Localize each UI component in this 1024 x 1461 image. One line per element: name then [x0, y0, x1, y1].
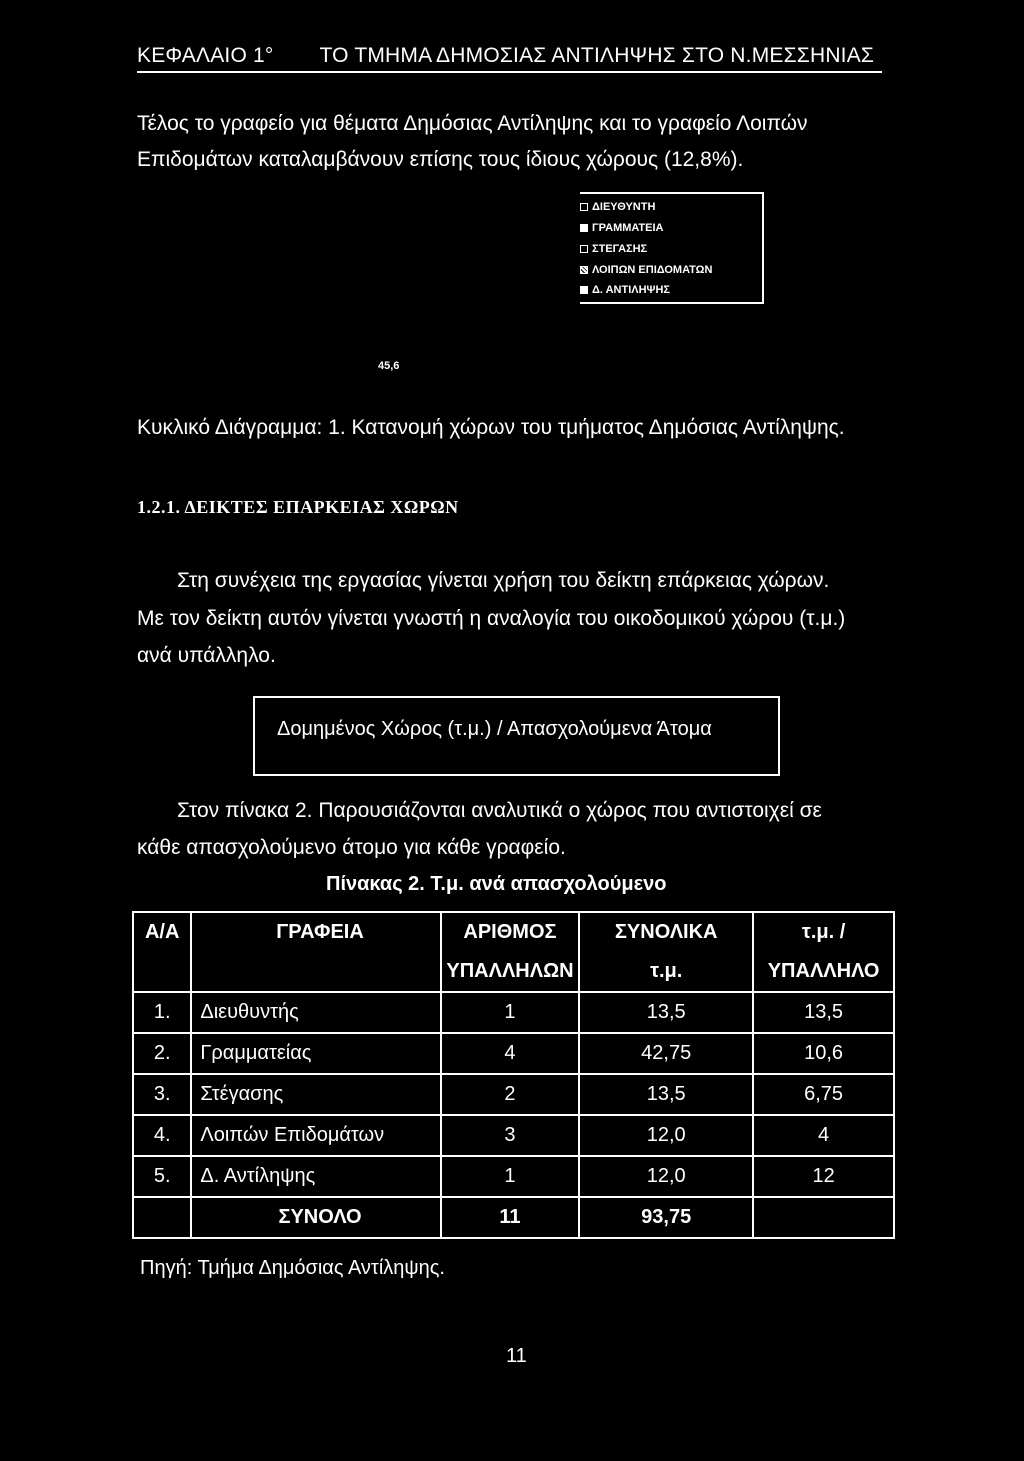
pie-legend	[580, 192, 764, 304]
legend-label: ΣΤΕΓΑΣΗΣ	[592, 243, 648, 255]
table-row	[133, 1156, 894, 1197]
section-para-2: Με τον δείκτη αυτόν γίνεται γνωστή η αναλογία του οικοδομικού χώρου (τ.μ.)	[137, 607, 846, 630]
legend-swatch-icon	[580, 266, 588, 274]
header-area: ΣΥΝΟΛΙΚΑ τ.μ.	[579, 912, 753, 992]
table-total-row	[133, 1197, 894, 1238]
cell-office: Στέγασης	[191, 1074, 440, 1115]
cell-num: 3.	[133, 1074, 191, 1115]
cell-ratio: 13,5	[753, 992, 894, 1033]
legend-item	[580, 264, 712, 276]
legend-swatch-icon	[580, 224, 588, 232]
chapter-label: ΚΕΦΑΛΑΙΟ 1°	[137, 44, 274, 67]
chapter-title: ΤΟ ΤΜΗΜΑ ΔΗΜΟΣΙΑΣ ΑΝΤΙΛΗΨΗΣ ΣΤΟ Ν.ΜΕΣΣΗΝΙΑΣ	[319, 44, 875, 67]
legend-swatch-icon	[580, 286, 588, 294]
page-header	[137, 44, 882, 73]
cell-num	[133, 1197, 191, 1238]
cell-employees: 3	[441, 1115, 580, 1156]
cell-area: 12,0	[579, 1156, 753, 1197]
cell-office: Λοιπών Επιδομάτων	[191, 1115, 440, 1156]
cell-office: Διευθυντής	[191, 992, 440, 1033]
legend-swatch-icon	[580, 245, 588, 253]
cell-num: 2.	[133, 1033, 191, 1074]
table-intro-line-1: Στον πίνακα 2. Παρουσιάζονται αναλυτικά ο χώρος που αντιστοιχεί σε	[177, 799, 822, 822]
section-title: 1.2.1. ΔΕΙΚΤΕΣ ΕΠΑΡΚΕΙΑΣ ΧΩΡΩΝ	[137, 497, 459, 517]
legend-label: ΛΟΙΠΩΝ ΕΠΙΔΟΜΑΤΩΝ	[592, 264, 713, 276]
intro-line-2: Επιδομάτων καταλαμβάνουν επίσης τους ίδιους χώρους (12,8%).	[137, 148, 744, 171]
pie-slice-label: 45,6	[378, 360, 400, 372]
header-num: Α/Α	[133, 912, 191, 992]
cell-area: 13,5	[579, 1074, 753, 1115]
total-label: ΣΥΝΟΛΟ	[191, 1197, 440, 1238]
cell-num: 1.	[133, 992, 191, 1033]
table-header-row	[133, 912, 894, 992]
intro-line-1: Τέλος το γραφείο για θέματα Δημόσιας Αντίληψης και το γραφείο Λοιπών	[137, 112, 808, 135]
legend-item	[580, 243, 647, 255]
section-para-3: ανά υπάλληλο.	[137, 644, 276, 667]
header-office: ΓΡΑΦΕΙΑ	[191, 912, 440, 992]
total-area: 93,75	[579, 1197, 753, 1238]
table-row	[133, 1033, 894, 1074]
cell-employees: 1	[441, 992, 580, 1033]
table-row	[133, 1074, 894, 1115]
page-number: 11	[506, 1345, 527, 1367]
data-table	[132, 911, 895, 1239]
formula-text: Δομημένος Χώρος (τ.μ.) / Απασχολούμενα Άτομα	[277, 718, 712, 740]
table-source: Πηγή: Τμήμα Δημόσιας Αντίληψης.	[140, 1257, 445, 1279]
cell-ratio: 10,6	[753, 1033, 894, 1074]
pie-caption: Κυκλικό Διάγραμμα: 1. Κατανομή χώρων του τμήματος Δημόσιας Αντίληψης.	[137, 416, 845, 439]
legend-swatch-icon	[580, 203, 588, 211]
legend-label: ΔΙΕΥΘΥΝΤΗ	[592, 201, 656, 213]
cell-ratio: 6,75	[753, 1074, 894, 1115]
table-row	[133, 1115, 894, 1156]
cell-area: 13,5	[579, 992, 753, 1033]
cell-employees: 1	[441, 1156, 580, 1197]
header-ratio: τ.μ. / ΥΠΑΛΛΗΛΟ	[753, 912, 894, 992]
cell-num: 5.	[133, 1156, 191, 1197]
legend-item	[580, 201, 655, 213]
legend-item	[580, 222, 664, 234]
cell-ratio	[753, 1197, 894, 1238]
legend-item	[580, 284, 670, 296]
cell-area: 12,0	[579, 1115, 753, 1156]
legend-label: Δ. ΑΝΤΙΛΗΨΗΣ	[592, 284, 670, 296]
cell-num: 4.	[133, 1115, 191, 1156]
section-para-1: Στη συνέχεια της εργασίας γίνεται χρήση του δείκτη επάρκειας χώρων.	[177, 569, 830, 592]
cell-ratio: 4	[753, 1115, 894, 1156]
cell-office: Γραμματείας	[191, 1033, 440, 1074]
table-row	[133, 992, 894, 1033]
cell-ratio: 12	[753, 1156, 894, 1197]
cell-employees: 4	[441, 1033, 580, 1074]
table-caption: Πίνακας 2. Τ.μ. ανά απασχολούμενο	[326, 873, 667, 895]
legend-label: ΓΡΑΜΜΑΤΕΙΑ	[592, 222, 664, 234]
table-intro-line-2: κάθε απασχολούμενο άτομο για κάθε γραφείο.	[137, 836, 566, 859]
cell-office: Δ. Αντίληψης	[191, 1156, 440, 1197]
total-employees: 11	[441, 1197, 580, 1238]
cell-employees: 2	[441, 1074, 580, 1115]
header-employees: ΑΡΙΘΜΟΣ ΥΠΑΛΛΗΛΩΝ	[441, 912, 580, 992]
cell-area: 42,75	[579, 1033, 753, 1074]
